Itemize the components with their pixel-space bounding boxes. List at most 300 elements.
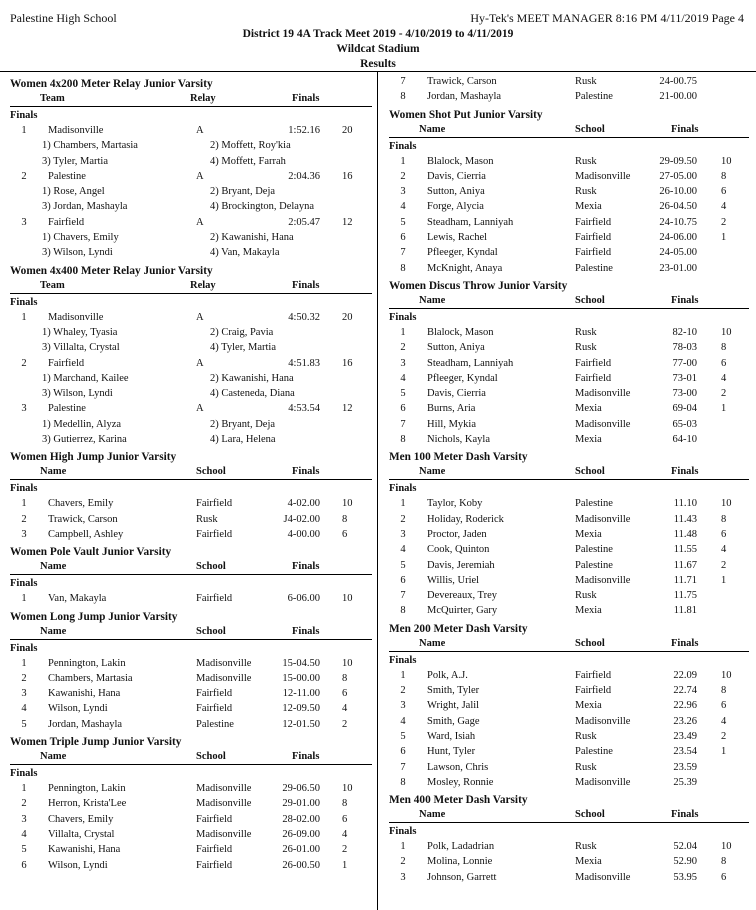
finals-label: Finals <box>10 578 38 590</box>
school-name: Palestine High School <box>10 11 117 25</box>
points: 2 <box>721 388 727 400</box>
col-finals: Finals <box>292 625 320 637</box>
points: 16 <box>342 357 353 369</box>
result-row <box>389 325 749 340</box>
col-name: Team <box>40 93 65 104</box>
result-row <box>10 842 372 857</box>
points: 2 <box>342 844 348 856</box>
relay-row <box>10 401 372 416</box>
result-row <box>10 496 372 511</box>
finals-mark: 1:52.16 <box>288 125 320 136</box>
result-row <box>389 340 749 355</box>
school: Madisonville <box>575 513 631 525</box>
result-row <box>389 714 749 729</box>
result-row <box>389 588 749 603</box>
col-school: School <box>575 466 605 478</box>
athlete-name: Steadham, Lanniyah <box>427 357 514 369</box>
athlete-name: Polk, Ladadrian <box>427 841 495 853</box>
finals-mark: 11.71 <box>673 574 697 586</box>
result-row <box>389 215 749 230</box>
athlete-name: Taylor, Koby <box>427 498 483 510</box>
finals-mark: 2:04.36 <box>288 170 320 182</box>
result-row <box>10 717 372 732</box>
athlete-name: Mosley, Ronnie <box>427 776 494 788</box>
points: 2 <box>721 559 727 571</box>
place: 8 <box>400 434 406 446</box>
result-row <box>389 775 749 790</box>
col-finals: Finals <box>292 466 320 478</box>
result-row <box>389 496 749 511</box>
result-row <box>389 432 749 447</box>
team-name: Fairfield <box>48 216 85 228</box>
points: 10 <box>342 593 353 605</box>
points: 10 <box>721 326 732 338</box>
athlete-name: Cook, Quinton <box>427 544 490 556</box>
athlete-name: Pfleeger, Kyndal <box>427 372 498 384</box>
school: Rusk <box>575 730 597 742</box>
place: 3 <box>21 403 27 415</box>
points: 1 <box>342 859 348 871</box>
column-header <box>10 92 372 107</box>
points: 8 <box>342 798 348 810</box>
points: 6 <box>342 528 348 540</box>
place: 4 <box>400 372 406 384</box>
place: 3 <box>21 528 27 540</box>
relay-members <box>10 325 372 340</box>
place: 1 <box>400 155 406 167</box>
finals-mark: 64-10 <box>672 434 697 446</box>
points: 8 <box>721 342 727 354</box>
col-finals: Finals <box>292 93 320 104</box>
place: 4 <box>400 544 406 556</box>
event-title: Men 100 Meter Dash Varsity <box>389 451 528 464</box>
finals-mark: 77-00 <box>672 357 697 369</box>
place: 2 <box>400 856 406 868</box>
event-block <box>10 735 372 873</box>
col-school: School <box>196 466 226 478</box>
column-header <box>389 808 749 823</box>
school: Mexia <box>575 528 602 540</box>
place: 7 <box>400 418 406 430</box>
school: Madisonville <box>196 672 252 684</box>
athlete-name: Wilson, Lyndi <box>48 703 108 715</box>
relay-member: 4) Van, Makayla <box>210 247 280 259</box>
school: Fairfield <box>196 844 233 856</box>
col-school: School <box>196 625 226 637</box>
school: Madisonville <box>575 388 631 400</box>
header-divider <box>0 71 756 72</box>
relay-members <box>10 417 372 432</box>
col-school: School <box>196 561 226 573</box>
place: 3 <box>400 700 406 712</box>
place: 8 <box>400 605 406 617</box>
result-row <box>389 199 749 214</box>
athlete-name: Kawanishi, Hana <box>48 844 121 856</box>
athlete-name: McQuirter, Gary <box>427 605 498 617</box>
school: Mexia <box>575 605 602 617</box>
place: 4 <box>21 828 27 840</box>
points: 6 <box>721 528 727 540</box>
athlete-name: Chambers, Martasia <box>48 672 133 684</box>
finals-mark: 4-00.00 <box>287 528 320 540</box>
relay-member: 1) Marchand, Kailee <box>42 372 129 384</box>
finals-mark: 28-02.00 <box>282 813 320 825</box>
finals-mark: 6-06.00 <box>287 593 320 605</box>
relay-member: 2) Moffett, Roy'kia <box>210 140 291 152</box>
relay-member: 3) Wilson, Lyndi <box>42 388 113 400</box>
relay-member: 4) Casteneda, Diana <box>210 388 295 400</box>
relay-member: 3) Jordan, Mashayla <box>42 201 128 213</box>
athlete-name: Wilson, Lyndi <box>48 859 108 871</box>
place: 1 <box>21 783 27 795</box>
finals-mark: 12-01.50 <box>282 718 320 730</box>
finals-mark: 22.96 <box>673 700 697 712</box>
finals-label: Finals <box>10 483 38 495</box>
school: Rusk <box>575 590 597 602</box>
meet-title: District 19 4A Track Meet 2019 - 4/10/2019 to 4/11/2019 <box>242 28 514 40</box>
school: Mexia <box>575 700 602 712</box>
col-finals: Finals <box>671 294 699 306</box>
place: 3 <box>400 528 406 540</box>
finals-mark: 23.59 <box>673 761 697 773</box>
result-row <box>389 386 749 401</box>
finals-label: Finals <box>389 654 417 666</box>
result-row <box>389 573 749 588</box>
school: Madisonville <box>575 715 631 727</box>
finals-mark: 69-04 <box>672 403 697 415</box>
relay-member: 4) Moffett, Farrah <box>210 155 286 167</box>
col-school: School <box>196 751 226 763</box>
col-finals: Finals <box>292 279 320 291</box>
result-row <box>389 603 749 618</box>
finals-mark: 24-10.75 <box>659 216 697 228</box>
points: 2 <box>342 718 348 730</box>
relay-letter: A <box>196 357 204 369</box>
athlete-name: Lewis, Rachel <box>427 232 488 244</box>
school: Fairfield <box>196 813 233 825</box>
athlete-name: Smith, Gage <box>427 715 480 727</box>
points: 6 <box>721 871 727 883</box>
column-header <box>389 123 749 138</box>
venue: Wildcat Stadium <box>336 43 420 55</box>
school: Rusk <box>196 513 218 525</box>
result-row <box>389 854 749 869</box>
athlete-name: Trawick, Carson <box>427 76 497 87</box>
school: Rusk <box>575 761 597 773</box>
place: 1 <box>21 657 27 669</box>
place: 2 <box>400 513 406 525</box>
event-title: Women Triple Jump Junior Varsity <box>10 736 182 749</box>
col-finals: Finals <box>671 809 699 821</box>
event-block <box>389 279 749 447</box>
points: 1 <box>721 574 727 586</box>
points: 1 <box>721 232 727 244</box>
relay-members <box>10 432 372 447</box>
result-row <box>10 656 372 671</box>
points: 1 <box>721 403 727 415</box>
col-relay: Relay <box>190 279 216 291</box>
column-header <box>389 465 749 480</box>
athlete-name: Hill, Mykia <box>427 418 476 430</box>
points: 6 <box>342 813 348 825</box>
relay-member: 3) Gutierrez, Karina <box>42 434 127 446</box>
result-row <box>389 245 749 260</box>
relay-member: 1) Rose, Angel <box>42 186 105 198</box>
relay-member: 4) Brockington, Delayna <box>210 201 315 213</box>
athlete-name: Blalock, Mason <box>427 326 494 338</box>
finals-label: Finals <box>389 311 417 323</box>
finals-mark: 65-03 <box>672 418 697 430</box>
finals-mark: 22.74 <box>673 685 697 697</box>
relay-member: 3) Villalta, Crystal <box>42 342 120 354</box>
athlete-name: Chavers, Emily <box>48 813 114 825</box>
col-finals: Finals <box>671 123 699 135</box>
event-block <box>389 450 749 618</box>
place: 1 <box>21 498 27 510</box>
result-row <box>389 729 749 744</box>
athlete-name: Jordan, Mashayla <box>48 718 123 730</box>
points: 4 <box>342 828 348 840</box>
result-row <box>389 401 749 416</box>
event-title: Women Long Jump Junior Varsity <box>10 610 178 623</box>
school: Fairfield <box>575 669 612 681</box>
col-school: School <box>575 294 605 306</box>
points: 8 <box>721 856 727 868</box>
points: 6 <box>721 186 727 198</box>
place: 5 <box>400 559 406 571</box>
place: 8 <box>400 91 406 103</box>
points: 8 <box>721 685 727 697</box>
place: 2 <box>400 170 406 182</box>
finals-mark: 11.81 <box>673 605 697 617</box>
place: 3 <box>21 688 27 700</box>
result-row <box>10 527 372 542</box>
points: 1 <box>721 746 727 758</box>
result-row <box>10 591 372 606</box>
result-row <box>389 558 749 573</box>
points: 10 <box>342 498 353 510</box>
finals-mark: 23.26 <box>673 715 697 727</box>
team-name: Fairfield <box>48 357 85 369</box>
result-row <box>10 812 372 827</box>
athlete-name: Devereaux, Trey <box>427 590 497 602</box>
school: Madisonville <box>575 418 631 430</box>
points: 8 <box>342 513 348 525</box>
athlete-name: Nichols, Kayla <box>427 434 490 446</box>
school: Fairfield <box>196 859 233 871</box>
school: Madisonville <box>575 776 631 788</box>
school: Palestine <box>575 544 613 556</box>
finals-mark: 22.09 <box>673 669 697 681</box>
place: 2 <box>21 357 27 369</box>
points: 8 <box>342 672 348 684</box>
results-label: Results <box>360 58 396 70</box>
athlete-name: Davis, Cierria <box>427 388 486 400</box>
relay-members <box>10 154 372 169</box>
column-header <box>10 625 372 640</box>
points: 4 <box>721 544 727 556</box>
software-timestamp: Hy-Tek's MEET MANAGER 8:16 PM 4/11/2019 Page 4 <box>470 11 744 25</box>
column-header <box>10 465 372 480</box>
continued-results <box>389 74 749 105</box>
finals-label: Finals <box>389 826 417 838</box>
school: Rusk <box>575 841 597 853</box>
finals-mark: 24-06.00 <box>659 232 697 244</box>
relay-members <box>10 230 372 245</box>
points: 4 <box>721 201 727 213</box>
result-row <box>10 512 372 527</box>
result-row <box>389 542 749 557</box>
school: Madisonville <box>196 798 252 810</box>
col-name: Name <box>419 123 446 135</box>
athlete-name: Proctor, Jaden <box>427 528 487 540</box>
athlete-name: Pfleeger, Kyndal <box>427 247 498 259</box>
athlete-name: Davis, Jeremiah <box>427 559 495 571</box>
result-row <box>389 744 749 759</box>
col-school: School <box>575 123 605 135</box>
col-name: Name <box>419 294 446 306</box>
event-block <box>10 545 372 606</box>
points: 10 <box>342 783 353 795</box>
relay-member: 3) Tyler, Martia <box>42 155 109 167</box>
place: 1 <box>21 593 27 605</box>
result-row <box>10 796 372 811</box>
athlete-name: Pennington, Lakin <box>48 783 126 795</box>
school: Fairfield <box>575 685 612 697</box>
school: Rusk <box>575 76 597 87</box>
result-row <box>389 184 749 199</box>
school: Fairfield <box>196 593 233 605</box>
place: 2 <box>21 672 27 684</box>
relay-members <box>10 340 372 355</box>
event-block <box>10 264 372 448</box>
finals-mark: 25.39 <box>673 776 697 788</box>
col-finals: Finals <box>671 466 699 478</box>
relay-members <box>10 138 372 153</box>
event-title: Women Pole Vault Junior Varsity <box>10 546 172 559</box>
column-header <box>10 279 372 294</box>
points: 6 <box>342 688 348 700</box>
col-school: School <box>575 809 605 821</box>
place: 5 <box>400 388 406 400</box>
result-row <box>389 74 749 89</box>
school: Mexia <box>575 403 602 415</box>
result-row <box>389 668 749 683</box>
athlete-name: Trawick, Carson <box>48 513 118 525</box>
athlete-name: Wright, Jalil <box>427 700 480 712</box>
place: 7 <box>400 76 406 87</box>
finals-mark: 73-01 <box>672 372 697 384</box>
place: 7 <box>400 761 406 773</box>
finals-mark: 4:53.54 <box>288 403 320 415</box>
school: Mexia <box>575 856 602 868</box>
result-row <box>10 827 372 842</box>
finals-mark: 29-01.00 <box>282 798 320 810</box>
points: 10 <box>721 155 732 167</box>
school: Rusk <box>575 155 597 167</box>
finals-label: Finals <box>10 642 38 654</box>
result-row <box>389 261 749 276</box>
place: 1 <box>400 669 406 681</box>
result-row <box>389 698 749 713</box>
relay-row <box>10 169 372 184</box>
result-row <box>389 512 749 527</box>
points: 10 <box>721 841 732 853</box>
points: 4 <box>721 372 727 384</box>
place: 8 <box>400 262 406 274</box>
place: 4 <box>400 715 406 727</box>
col-name: Name <box>40 466 67 478</box>
relay-members <box>10 199 372 214</box>
school: Rusk <box>575 342 597 354</box>
athlete-name: Blalock, Mason <box>427 155 494 167</box>
place: 6 <box>400 574 406 586</box>
athlete-name: Holiday, Roderick <box>427 513 504 525</box>
school: Palestine <box>196 718 234 730</box>
place: 2 <box>400 685 406 697</box>
relay-member: 2) Bryant, Deja <box>210 186 276 198</box>
column-header <box>10 560 372 575</box>
school: Rusk <box>575 326 597 338</box>
relay-row <box>10 215 372 230</box>
place: 5 <box>21 718 27 730</box>
place: 3 <box>21 216 27 228</box>
col-name: Name <box>40 625 67 637</box>
finals-mark: 27-05.00 <box>659 170 697 182</box>
finals-mark: 11.55 <box>673 544 697 556</box>
finals-label: Finals <box>10 768 38 780</box>
finals-mark: 11.43 <box>673 513 697 525</box>
place: 3 <box>400 871 406 883</box>
relay-member: 2) Kawanishi, Hana <box>210 372 294 384</box>
athlete-name: Pennington, Lakin <box>48 657 126 669</box>
athlete-name: Steadham, Lanniyah <box>427 216 514 228</box>
event-block <box>10 450 372 542</box>
place: 5 <box>400 730 406 742</box>
column-divider <box>377 71 378 910</box>
finals-mark: 15-00.00 <box>282 672 320 684</box>
athlete-name: Van, Makayla <box>48 593 107 605</box>
result-row <box>389 89 749 104</box>
team-name: Madisonville <box>48 311 104 323</box>
school: Fairfield <box>575 357 612 369</box>
school: Palestine <box>575 559 613 571</box>
points: 12 <box>342 403 353 415</box>
result-row <box>10 858 372 873</box>
athlete-name: Molina, Lonnie <box>427 856 493 868</box>
finals-mark: 26-10.00 <box>659 186 697 198</box>
col-finals: Finals <box>292 751 320 763</box>
result-row <box>389 356 749 371</box>
finals-mark: 21-00.00 <box>659 91 697 103</box>
athlete-name: Herron, Krista'Lee <box>48 798 127 810</box>
event-block <box>10 77 372 261</box>
athlete-name: Jordan, Mashayla <box>427 91 502 103</box>
event-block <box>389 108 749 276</box>
place: 6 <box>400 403 406 415</box>
athlete-name: Villalta, Crystal <box>48 828 115 840</box>
relay-members <box>10 184 372 199</box>
result-row <box>10 781 372 796</box>
points: 12 <box>342 216 353 228</box>
finals-mark: 52.90 <box>673 856 697 868</box>
school: Fairfield <box>575 232 612 244</box>
col-name: Name <box>419 809 446 821</box>
athlete-name: Ward, Isiah <box>427 730 476 742</box>
col-name: Team <box>40 279 65 291</box>
result-row <box>389 417 749 432</box>
place: 4 <box>400 201 406 213</box>
